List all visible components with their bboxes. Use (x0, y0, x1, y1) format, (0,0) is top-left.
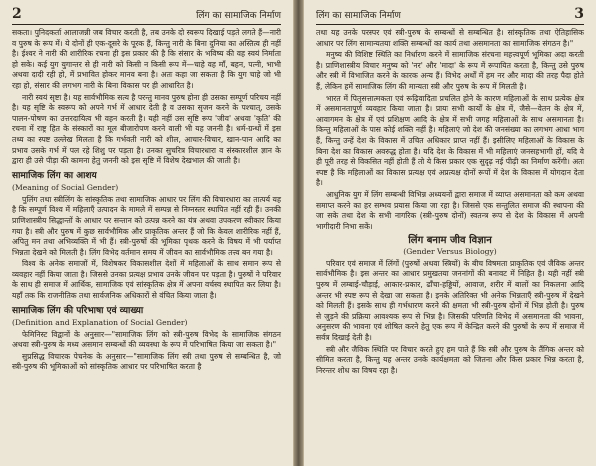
running-title: लिंग का सामाजिक निर्माण (196, 11, 281, 21)
paragraph: तथा यह उनके परस्पर एवं स्त्री-पुरुष के सम्बन्धों से सम्बन्धित है। सांस्कृतिक तथा ऐतिहासिक आधार पर लिंग सामान्यतया शक्ति सम्बन्धों का कार्य तथा असमानता का सामाजिक संगठन है।" (316, 28, 584, 48)
paragraph: विश्व के अनेक समाजों में, विशेषकर विकासशील देशों में महिलाओं के साथ समान रूप से व्यवहार नहीं किया जाता है। जिससे उनका प्रत्यक्ष प्रभाव उनके जीवन पर पड़ता है। पुरुषों ने परिवार के साथ ही समाज में आर्थिक, सामाजिक एवं सांस्कृतिक क्षेत्र में अपना वर्चस्व स्थापित कर लिया है। यहाँ तक कि राजनीतिक तथा सार्वजनिक अधिकारों से वंचित किया जाता है। (12, 259, 281, 301)
paragraph: मनुष्य की विशिष्ट स्थिति का निर्धारण करने में सामाजिक संरचना महत्त्वपूर्ण भूमिका अदा करती है। प्राणिशास्त्रीय विचार मनुष्य को 'नर' और 'मादा' के रूप में रूपायित करता है, किन्तु उसे पुरुष और स्त्री में विभाजित करने के कारक अन्य हैं। विभेद अर्थों में हम नर और मादा की तरह पैदा होते हैं, लेकिन हमें सामाजिक लिंग की मान्यता स्त्री और पुरुष के रूप में मिलती है। (316, 50, 584, 91)
page-number: 2 (12, 6, 22, 22)
section-heading: सामाजिक लिंग की परिभाषा एवं व्याख्या (12, 305, 144, 316)
paragraph: सुप्रसिद्ध विचारक पेचनेक के अनुसार—"सामाजिक लिंग स्त्री तथा पुरुष से सम्बन्धित है, जो स्त्री-पुरुष की भूमिकाओं को सांस्कृतिक आधार पर परिभाषित करता है (12, 351, 281, 372)
section-subheading: (Definition and Explanation of Social Gender) (12, 317, 188, 327)
book-gutter (294, 0, 303, 466)
paragraph: परिवार एवं समाज में लिंगों (पुरुषों अथवा स्त्रियों) के बीच विषमता प्राकृतिक एवं जैविक अन्तर सार्वभौमिक है। इस अन्तर का आधार प्रमुखतया जननांगों की बनावट में निहित है। यही नहीं स्त्री पुरुष में लम्बाई-चौड़ाई, आकार-प्रकार, ढाँचा-हड्डियों, आवाज, शरीर में बालों का निकलना आदि अन्तर भी स्पष्ट रूप से देखा जा सकता है। इनके अतिरिक्त भी अनेक भिन्नताएँ स्त्री-पुरुष में देखने को मिलती हैं। इसके साथ ही गर्भधारण करने की क्षमता भी स्त्री-पुरुष दोनों में भिन्न होती है। पुरुष से जुड़ने की प्रक्रिया आवश्यक रूप से भिन्न है। जिसकी परिणति विभेद में असमानता की भावना, अनुसरण की भावना एवं शोषित करने हेतु एक रूप में केन्द्रित करने की पुरुषों के रूप में समाज में सर्वत्र दिखाई देती है। (316, 258, 584, 343)
left-page-header (12, 6, 281, 25)
paragraph: फेमिनिस्ट विद्वानों के अनुसार—"सामाजिक लिंग को स्त्री-पुरुष विभेद के सामाजिक संगठन अथवा स्त्री-पुरुष के मध्य असमान सम्बन्धों की व्यवस्था के रूप में परिभाषित किया जा सकता है।" (12, 329, 281, 350)
paragraph: आधुनिक युग में लिंग सम्बन्धी विभिन्न अध्ययनों द्वारा समाज में व्याप्त असमानता को कम अथवा समाप्त करने का हर सम्भव प्रयास किया जा रहा है। जिससे एक सन्तुलित समाज की स्थापना की जा सके तथा देश के सभी नागरिक (स्त्री-पुरुष दोनों) स्वतन्त्र रूप से देश के विकास में अपनी भागीदारी निभा सकें। (316, 189, 584, 231)
right-page-header (316, 6, 584, 25)
paragraph: पुलिंग तथा स्त्रीलिंग के सांस्कृतिक तथा सामाजिक आधार पर लिंग की विचारधारा का तात्पर्य यह है कि सम्पूर्ण विश्व में महिलाएँ उत्पादन के मामले में सम्पन्न से निम्नस्तर स्थापित नहीं रही हैं। उनकी प्राणिशास्त्रीय सिद्धान्तों के आधार पर सन्तान को उत्पन्न करने का यंत्र अथवा उपकरण स्वीकार किया गया है। स्त्री और पुरुष में कुछ सार्वभौमिक और प्राकृतिक अन्तर हैं जो कि केवल शारीरिक नहीं हैं, अपितु मन तथा अभिव्यक्ति में भी हैं। स्त्री-पुरुषों की भूमिका पृथक करने के विषय में भी पर्याप्त भिन्नता देखने को मिलती है। लिंग विभेद वर्तमान समय में जीवन का सार्वभौमिक तत्त्व बन गया है। (12, 194, 281, 257)
running-title: लिंग का सामाजिक निर्माण (316, 11, 401, 21)
section-heading: लिंग बनाम जीव विज्ञान (408, 235, 492, 247)
left-page-body (12, 28, 281, 373)
left-page (0, 0, 294, 466)
paragraph: नारी स्वयं सृष्टा है। यह सार्वभौमिक सत्य है परन्तु मानव पुरुष होना ही उसका सम्पूर्ण परिचय नहीं है। यह सृष्टि के स्वरूप को अपने गर्भ में आधार देती है व उसका सृजन करने के पश्चात्, उसके पालन-पोषण का उत्तरदायित्व भी वहन करती है। यही नहीं उस सृष्टि रूप 'जीव' अथवा 'कृति' की रचना में राष्ट्र हित के संस्कारों का मूल बीजारोपण करने वाली भी यह जननी है। धर्म-ग्रन्थों में इस तथ्य का स्पष्ट उल्लेख मिलता है कि गर्भवती नारी को शील, आचार-विचार, खान-पान आदि का प्रभाव उसके गर्भ में पल रहे शिशु पर पड़ता है। उनका सुचरित्र विचारधारा व संस्कारशील ज्ञान के द्वारा ही उसे पीड़ा की कामना हेतु जननी को इस सृष्टि में विशेष देखभाल की जाती है। (12, 92, 281, 166)
section-subheading: (Meaning of Social Gender) (12, 182, 119, 192)
page-number: 3 (574, 6, 584, 22)
right-page-body (316, 28, 584, 376)
section-subheading: (Gender Versus Biology) (403, 246, 497, 256)
right-page (303, 0, 596, 466)
paragraph: भारत में पितृसत्तात्मकता एवं रूढ़िवादिता प्रचलित होने के कारण महिलाओं के साथ प्रत्येक क्षेत्र में असमानतापूर्ण व्यवहार किया जाता है। प्रायः सभी कार्यों के क्षेत्र में, जैसे—वेतन के क्षेत्र में, आवागमन के क्षेत्र में एवं प्रशिक्षण आदि के क्षेत्र में सभी जगह महिलाओं के साथ असमानता है। किन्तु महिलाओं के पास कोई शक्ति नहीं है। महिलाएं जो देश की जनसंख्या का लगभग आधा भाग हैं, किन्तु उन्हें देश के विकास में उचित अधिकार प्राप्त नहीं हैं। इसीलिए महिलाओं के विकास के बिना देश का विकास अवरुद्ध होता है। यदि देश के विकास में भी महिलाएं जनसहभागी हों, यदि वे ही पूरी तरह से विकसित नहीं होती हैं तो ये किस प्रकार एक सुदृढ़ नई पीढ़ी का निर्माण करेंगी। अतः स्पष्ट है कि महिलाओं का विकास प्रत्यक्ष एवं अप्रत्यक्ष दोनों रूपों में देश के विकास में योगदान देता है। (316, 93, 584, 188)
paragraph: सकता। पुनिदकर्ता आलाजन्नी जब विचार करती है, तब उनके दो स्वरूप दिखाई पड़ते लगते हैं—नारी व पुरुष के रूप में। ये दोनों ही एक-दूसरे के पूरक हैं, किन्तु नारी के बिना दुनिया का अस्तित्व ही नहीं है। ईश्वर ने नारी की शारीरिक रचना ही इस प्रकार की है कि संसार के भविष्य की वह स्वयं निर्माता हो सके। कई युग युगान्तर से ही नारी को किसी न किसी रूप में—चाहे वह माँ, बहन, पत्नी, भाभी अथवा दादी रही हो, में प्रभावित होकर मानव बना है। अतः कहा जा सकता है कि युग चाहे जो भी रहा हो, संसार की लगभग नारी के बिना विकास पर ही आधारित है। (12, 28, 281, 90)
section-heading: सामाजिक लिंग का आशय (12, 170, 97, 181)
paragraph: स्त्री और जैविक स्थिति पर विचार करते हुए हम पाते हैं कि स्त्री और पुरुष के तैंगिक अन्तर को सीमित करता है, किन्तु यह अन्तर उनके कार्यक्षमता को जितना और किस प्रकार भिन्न करता है, निरन्तर शोध का विषय रहा है। (316, 344, 584, 375)
